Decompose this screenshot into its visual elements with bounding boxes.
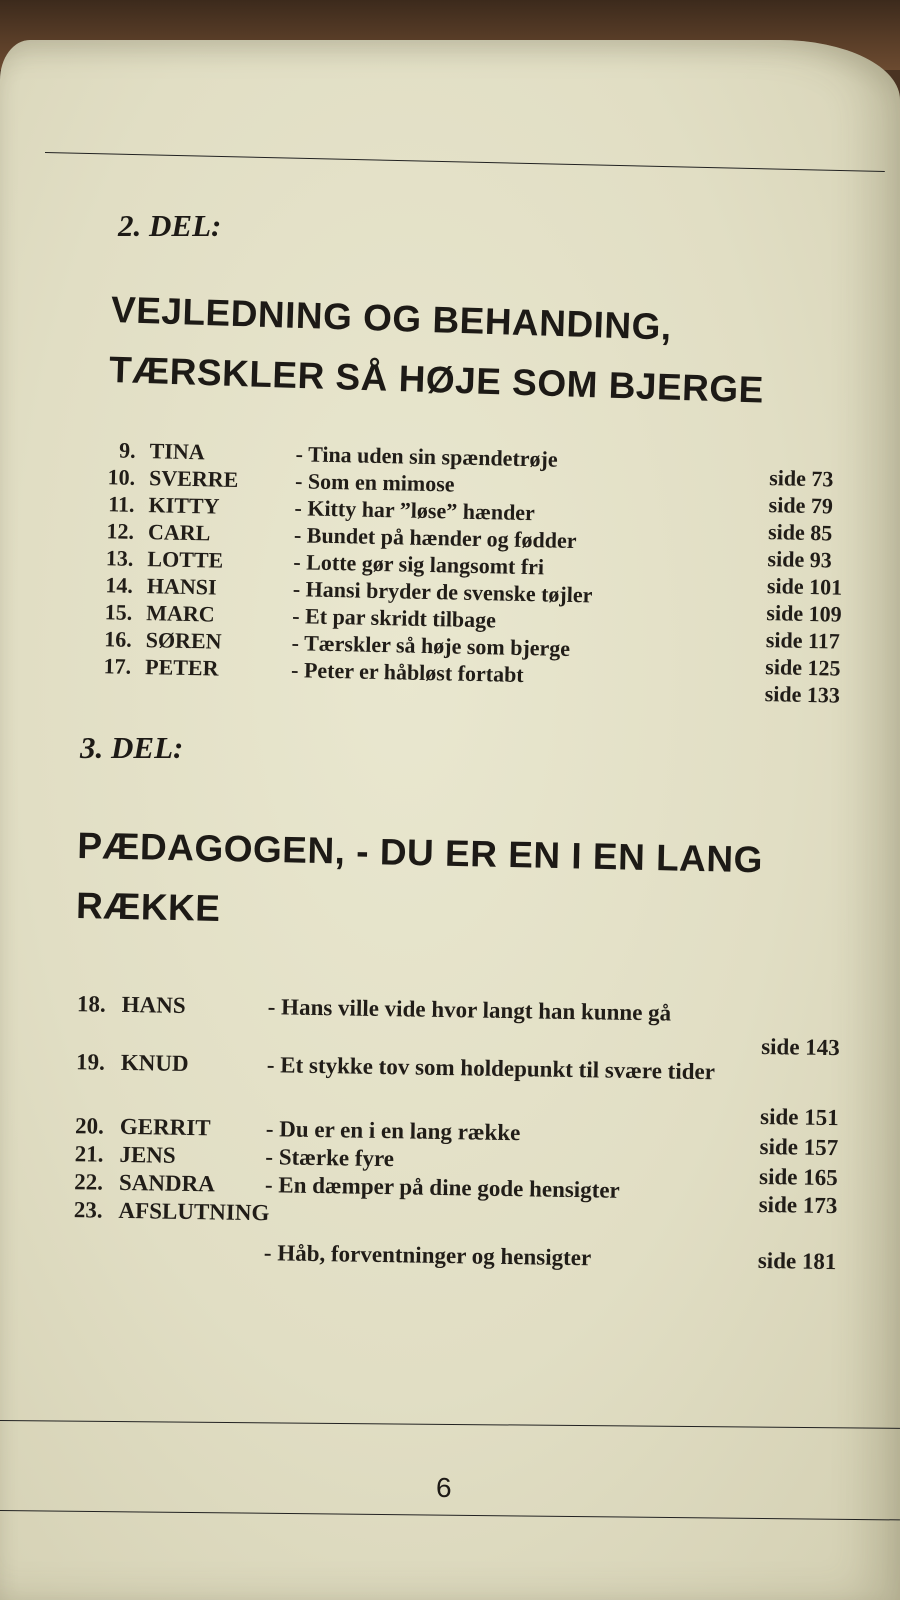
chapter-number: 22. bbox=[74, 1169, 104, 1195]
chapter-name: JENS bbox=[119, 1141, 176, 1168]
part-2-heading bbox=[108, 280, 771, 421]
part-3-heading-line-2: RÆKKE bbox=[75, 884, 221, 929]
chapter-description: - Et par skridt tilbage bbox=[292, 603, 497, 633]
chapter-name: TINA bbox=[149, 438, 205, 465]
part-3-label: 3. DEL: bbox=[80, 730, 184, 765]
chapter-name: HANS bbox=[121, 991, 186, 1018]
chapter-name: KITTY bbox=[148, 492, 220, 519]
page-reference: side 73 bbox=[769, 465, 834, 492]
chapter-description: - Hansi bryder de svenske tøjler bbox=[292, 576, 593, 608]
chapter-name: SVERRE bbox=[148, 465, 239, 492]
chapter-number: 13. bbox=[105, 545, 134, 571]
chapter-description: - Du er en i en lang række bbox=[265, 1116, 521, 1146]
page-reference: side 85 bbox=[767, 519, 833, 546]
page-number: 6 bbox=[436, 1472, 452, 1503]
chapter-name: KNUD bbox=[120, 1049, 189, 1076]
part-2-heading-line-2: TÆRSKLER SÅ HØJE SOM BJERGE bbox=[108, 348, 765, 411]
chapter-description: - Kitty har ”løse” hænder bbox=[294, 495, 536, 526]
book-page bbox=[0, 40, 900, 1600]
chapter-number: 19. bbox=[75, 1049, 106, 1075]
page-reference: side 157 bbox=[759, 1133, 839, 1161]
chapter-description: - Peter er håbløst fortabt bbox=[290, 657, 524, 688]
top-rule bbox=[45, 152, 885, 172]
part-3-heading-line-1: PÆDAGOGEN, - DU ER EN I EN LANG bbox=[76, 824, 764, 881]
part-3-heading bbox=[75, 816, 857, 952]
page-reference: side 109 bbox=[766, 600, 842, 627]
chapter-description: - Et stykke tov som holdepunkt til svære tider bbox=[266, 1052, 716, 1085]
chapter-name: GERRIT bbox=[119, 1113, 211, 1141]
chapter-number: 21. bbox=[74, 1141, 104, 1167]
page-reference: side 181 bbox=[757, 1247, 837, 1275]
page-reference: side 165 bbox=[758, 1163, 838, 1191]
chapter-number: 10. bbox=[107, 464, 136, 490]
chapter-description: - Lotte gør sig langsomt fri bbox=[293, 549, 545, 580]
chapter-name: PETER bbox=[144, 654, 219, 681]
chapter-number: 20. bbox=[74, 1113, 105, 1139]
chapter-description: - Stærke fyre bbox=[265, 1144, 395, 1172]
chapter-number: 12. bbox=[106, 518, 135, 544]
chapter-name: LOTTE bbox=[147, 546, 224, 573]
chapter-description: - Bundet på hænder og fødder bbox=[293, 522, 577, 554]
page-reference: side 117 bbox=[765, 627, 841, 654]
page-reference: side 173 bbox=[758, 1191, 838, 1219]
chapter-name: SANDRA bbox=[118, 1169, 216, 1197]
page-reference: side 93 bbox=[767, 546, 833, 573]
page-reference: side 125 bbox=[765, 654, 841, 681]
chapter-number: 23. bbox=[73, 1197, 103, 1223]
part-2-heading-line-1: VEJLEDNING OG BEHANDING, bbox=[110, 288, 673, 348]
chapter-name: CARL bbox=[147, 519, 211, 546]
chapter-number: 9. bbox=[118, 437, 136, 463]
chapter-number: 14. bbox=[105, 572, 134, 598]
part-3-contents bbox=[0, 990, 900, 1304]
chapter-name: SØREN bbox=[145, 627, 222, 654]
chapter-description: - Tina uden sin spændetrøje bbox=[295, 441, 558, 472]
chapter-number: 15. bbox=[104, 599, 133, 625]
chapter-description: - En dæmper på dine gode hensigter bbox=[264, 1172, 620, 1203]
chapter-description: - Som en mimose bbox=[294, 468, 455, 497]
chapter-name: HANSI bbox=[146, 573, 217, 600]
chapter-description: - Håb, forventninger og hensigter bbox=[263, 1240, 592, 1271]
footer-rule-lower bbox=[0, 1510, 900, 1520]
page-reference: side 101 bbox=[766, 573, 843, 600]
page-reference: side 151 bbox=[759, 1103, 839, 1131]
chapter-number: 18. bbox=[76, 991, 106, 1017]
page-reference: side 133 bbox=[764, 681, 841, 708]
part-2-contents bbox=[0, 435, 900, 734]
chapter-description: - Hans ville vide hvor langt han kunne gå bbox=[267, 994, 672, 1026]
chapter-number: 17. bbox=[103, 653, 132, 679]
page-reference: side 143 bbox=[761, 1033, 840, 1061]
chapter-number: 11. bbox=[108, 491, 135, 517]
page-reference: side 79 bbox=[768, 492, 834, 519]
footer-rule-upper bbox=[0, 1420, 900, 1429]
chapter-name: AFSLUTNING bbox=[118, 1197, 270, 1226]
part-2-label: 2. DEL: bbox=[118, 208, 222, 243]
chapter-name: MARC bbox=[146, 600, 215, 627]
chapter-number: 16. bbox=[103, 626, 133, 652]
chapter-description: - Tærskler så høje som bjerge bbox=[291, 630, 571, 661]
